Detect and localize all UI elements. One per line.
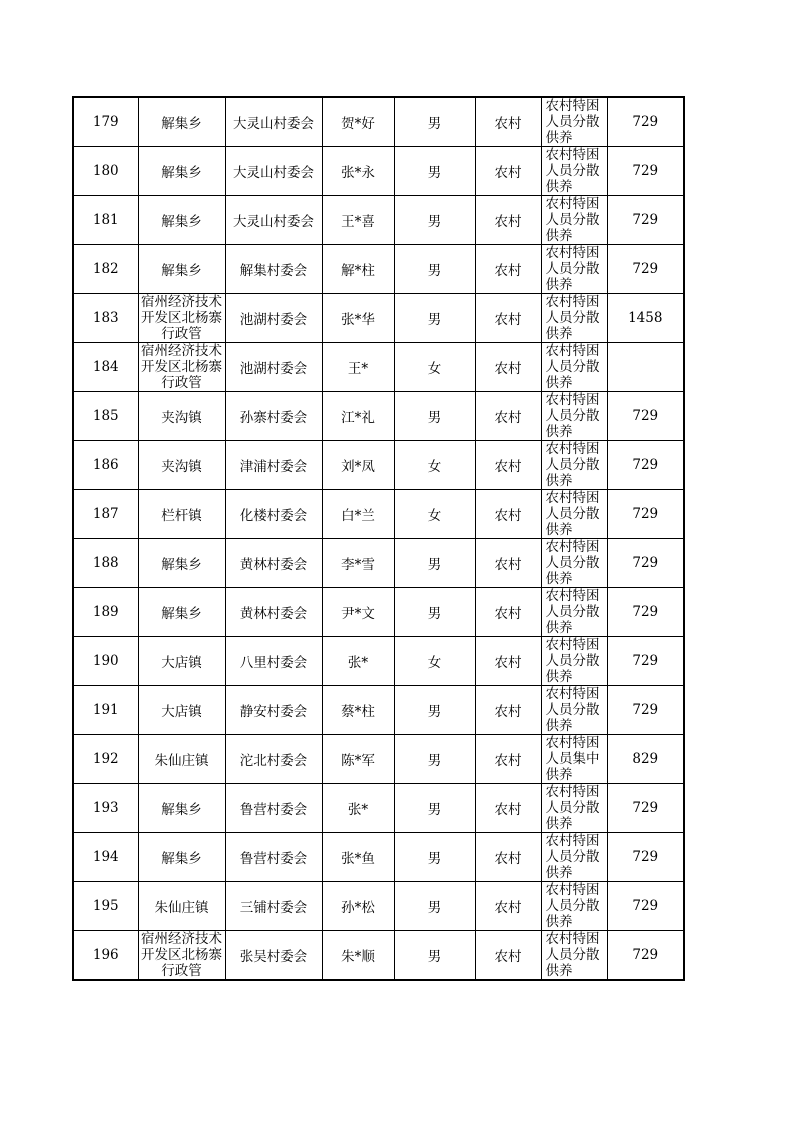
support-category-cell-text: 农村特困人员分散供养 [545,686,600,734]
table-body [73,97,684,980]
person-name-cell: 张*鱼 [322,833,394,882]
table-row [73,588,684,637]
table-row [73,97,684,147]
support-category-cell-text: 农村特困人员分散供养 [545,294,600,342]
village-committee-cell: 鲁营村委会 [225,833,322,882]
amount-cell: 729 [607,833,684,882]
table-row [73,931,684,981]
support-category-cell [541,539,607,588]
support-category-cell [541,833,607,882]
support-category-cell-text: 农村特困人员分散供养 [545,637,600,685]
residence-type-cell: 农村 [475,490,541,539]
amount-cell: 729 [607,97,684,147]
village-committee-cell: 鲁营村委会 [225,784,322,833]
serial-number-cell: 196 [73,931,138,981]
township-cell: 解集乡 [138,539,225,588]
support-category-cell-text: 农村特困人员分散供养 [545,588,600,636]
support-category-cell-text: 农村特困人员分散供养 [545,441,600,489]
village-committee-cell: 大灵山村委会 [225,97,322,147]
residence-type-cell: 农村 [475,931,541,981]
support-category-cell [541,882,607,931]
table-row [73,784,684,833]
person-name-cell: 王* [322,343,394,392]
township-cell-text: 宿州经济技术开发区北杨寨行政管 [141,294,222,342]
township-cell: 解集乡 [138,196,225,245]
amount-cell: 729 [607,245,684,294]
township-cell: 大店镇 [138,686,225,735]
township-cell-text: 宿州经济技术开发区北杨寨行政管 [141,343,222,391]
support-category-cell [541,147,607,196]
gender-cell: 男 [394,392,475,441]
serial-number-cell: 190 [73,637,138,686]
gender-cell: 男 [394,588,475,637]
village-committee-cell: 张吴村委会 [225,931,322,981]
gender-cell: 男 [394,931,475,981]
township-cell: 大店镇 [138,637,225,686]
amount-cell: 729 [607,490,684,539]
serial-number-cell: 193 [73,784,138,833]
village-committee-cell: 黄林村委会 [225,539,322,588]
serial-number-cell: 195 [73,882,138,931]
amount-cell: 729 [607,441,684,490]
person-name-cell: 解*柱 [322,245,394,294]
village-committee-cell: 大灵山村委会 [225,196,322,245]
residence-type-cell: 农村 [475,735,541,784]
township-cell: 夹沟镇 [138,441,225,490]
serial-number-cell: 188 [73,539,138,588]
serial-number-cell: 191 [73,686,138,735]
support-category-cell [541,490,607,539]
table-row [73,882,684,931]
support-category-cell [541,588,607,637]
village-committee-cell: 黄林村委会 [225,588,322,637]
support-category-cell-text: 农村特困人员分散供养 [545,539,600,587]
person-name-cell: 孙*松 [322,882,394,931]
gender-cell: 男 [394,97,475,147]
village-committee-cell: 解集村委会 [225,245,322,294]
gender-cell: 男 [394,833,475,882]
serial-number-cell: 184 [73,343,138,392]
table-row [73,637,684,686]
township-cell [138,294,225,343]
residence-type-cell: 农村 [475,784,541,833]
support-category-cell-text: 农村特困人员分散供养 [545,98,600,146]
amount-cell: 1458 [607,294,684,343]
person-name-cell: 张* [322,784,394,833]
table-row [73,833,684,882]
person-name-cell: 贺*好 [322,97,394,147]
amount-cell: 729 [607,539,684,588]
support-category-cell-text: 农村特困人员分散供养 [545,147,600,195]
township-cell: 栏杆镇 [138,490,225,539]
township-cell: 朱仙庄镇 [138,882,225,931]
beneficiary-table [72,96,685,981]
gender-cell: 男 [394,784,475,833]
township-cell: 解集乡 [138,588,225,637]
residence-type-cell: 农村 [475,441,541,490]
person-name-cell: 白*兰 [322,490,394,539]
residence-type-cell: 农村 [475,539,541,588]
gender-cell: 男 [394,735,475,784]
person-name-cell: 王*喜 [322,196,394,245]
amount-cell: 729 [607,882,684,931]
table-row [73,392,684,441]
gender-cell: 男 [394,686,475,735]
table-row [73,245,684,294]
residence-type-cell: 农村 [475,686,541,735]
village-committee-cell: 静安村委会 [225,686,322,735]
residence-type-cell: 农村 [475,147,541,196]
table-row [73,686,684,735]
person-name-cell: 刘*凤 [322,441,394,490]
person-name-cell: 陈*军 [322,735,394,784]
residence-type-cell: 农村 [475,392,541,441]
table-row [73,539,684,588]
gender-cell: 男 [394,147,475,196]
person-name-cell: 张* [322,637,394,686]
amount-cell: 729 [607,931,684,981]
amount-cell: 729 [607,686,684,735]
support-category-cell [541,294,607,343]
residence-type-cell: 农村 [475,196,541,245]
serial-number-cell: 194 [73,833,138,882]
serial-number-cell: 180 [73,147,138,196]
person-name-cell: 尹*文 [322,588,394,637]
gender-cell: 女 [394,441,475,490]
amount-cell: 729 [607,784,684,833]
township-cell [138,343,225,392]
gender-cell: 男 [394,882,475,931]
support-category-cell [541,97,607,147]
support-category-cell-text: 农村特困人员分散供养 [545,196,600,244]
amount-cell [607,343,684,392]
gender-cell: 女 [394,637,475,686]
village-committee-cell: 池湖村委会 [225,294,322,343]
gender-cell: 男 [394,294,475,343]
residence-type-cell: 农村 [475,245,541,294]
village-committee-cell: 沱北村委会 [225,735,322,784]
table-row [73,294,684,343]
table-row [73,735,684,784]
village-committee-cell: 孙寨村委会 [225,392,322,441]
gender-cell: 男 [394,196,475,245]
person-name-cell: 张*永 [322,147,394,196]
amount-cell: 729 [607,392,684,441]
residence-type-cell: 农村 [475,882,541,931]
township-cell: 朱仙庄镇 [138,735,225,784]
support-category-cell [541,735,607,784]
support-category-cell [541,392,607,441]
table-row [73,196,684,245]
serial-number-cell: 181 [73,196,138,245]
township-cell: 解集乡 [138,147,225,196]
residence-type-cell: 农村 [475,833,541,882]
support-category-cell [541,343,607,392]
table-row [73,490,684,539]
serial-number-cell: 183 [73,294,138,343]
support-category-cell [541,686,607,735]
township-cell [138,931,225,981]
person-name-cell: 江*礼 [322,392,394,441]
township-cell: 解集乡 [138,97,225,147]
township-cell: 解集乡 [138,833,225,882]
gender-cell: 男 [394,539,475,588]
serial-number-cell: 182 [73,245,138,294]
village-committee-cell: 三铺村委会 [225,882,322,931]
amount-cell: 729 [607,196,684,245]
serial-number-cell: 192 [73,735,138,784]
residence-type-cell: 农村 [475,637,541,686]
support-category-cell [541,931,607,981]
serial-number-cell: 179 [73,97,138,147]
village-committee-cell: 大灵山村委会 [225,147,322,196]
support-category-cell-text: 农村特困人员集中供养 [545,735,600,783]
gender-cell: 女 [394,343,475,392]
serial-number-cell: 185 [73,392,138,441]
residence-type-cell: 农村 [475,588,541,637]
village-committee-cell: 津浦村委会 [225,441,322,490]
serial-number-cell: 189 [73,588,138,637]
table-row [73,343,684,392]
gender-cell: 女 [394,490,475,539]
support-category-cell-text: 农村特困人员分散供养 [545,833,600,881]
amount-cell: 729 [607,147,684,196]
support-category-cell-text: 农村特困人员分散供养 [545,245,600,293]
support-category-cell-text: 农村特困人员分散供养 [545,784,600,832]
support-category-cell-text: 农村特困人员分散供养 [545,882,600,930]
person-name-cell: 蔡*柱 [322,686,394,735]
person-name-cell: 朱*顺 [322,931,394,981]
table-row [73,441,684,490]
serial-number-cell: 187 [73,490,138,539]
residence-type-cell: 农村 [475,343,541,392]
township-cell-text: 宿州经济技术开发区北杨寨行政管 [141,931,222,979]
person-name-cell: 李*雪 [322,539,394,588]
support-category-cell [541,637,607,686]
village-committee-cell: 化楼村委会 [225,490,322,539]
support-category-cell [541,245,607,294]
village-committee-cell: 池湖村委会 [225,343,322,392]
residence-type-cell: 农村 [475,97,541,147]
amount-cell: 729 [607,588,684,637]
table-row [73,147,684,196]
support-category-cell-text: 农村特困人员分散供养 [545,490,600,538]
serial-number-cell: 186 [73,441,138,490]
support-category-cell-text: 农村特困人员分散供养 [545,392,600,440]
residence-type-cell: 农村 [475,294,541,343]
person-name-cell: 张*华 [322,294,394,343]
village-committee-cell: 八里村委会 [225,637,322,686]
amount-cell: 729 [607,637,684,686]
support-category-cell [541,441,607,490]
amount-cell: 829 [607,735,684,784]
township-cell: 解集乡 [138,245,225,294]
support-category-cell-text: 农村特困人员分散供养 [545,343,600,391]
gender-cell: 男 [394,245,475,294]
support-category-cell [541,784,607,833]
support-category-cell [541,196,607,245]
township-cell: 解集乡 [138,784,225,833]
support-category-cell-text: 农村特困人员分散供养 [545,931,600,979]
township-cell: 夹沟镇 [138,392,225,441]
